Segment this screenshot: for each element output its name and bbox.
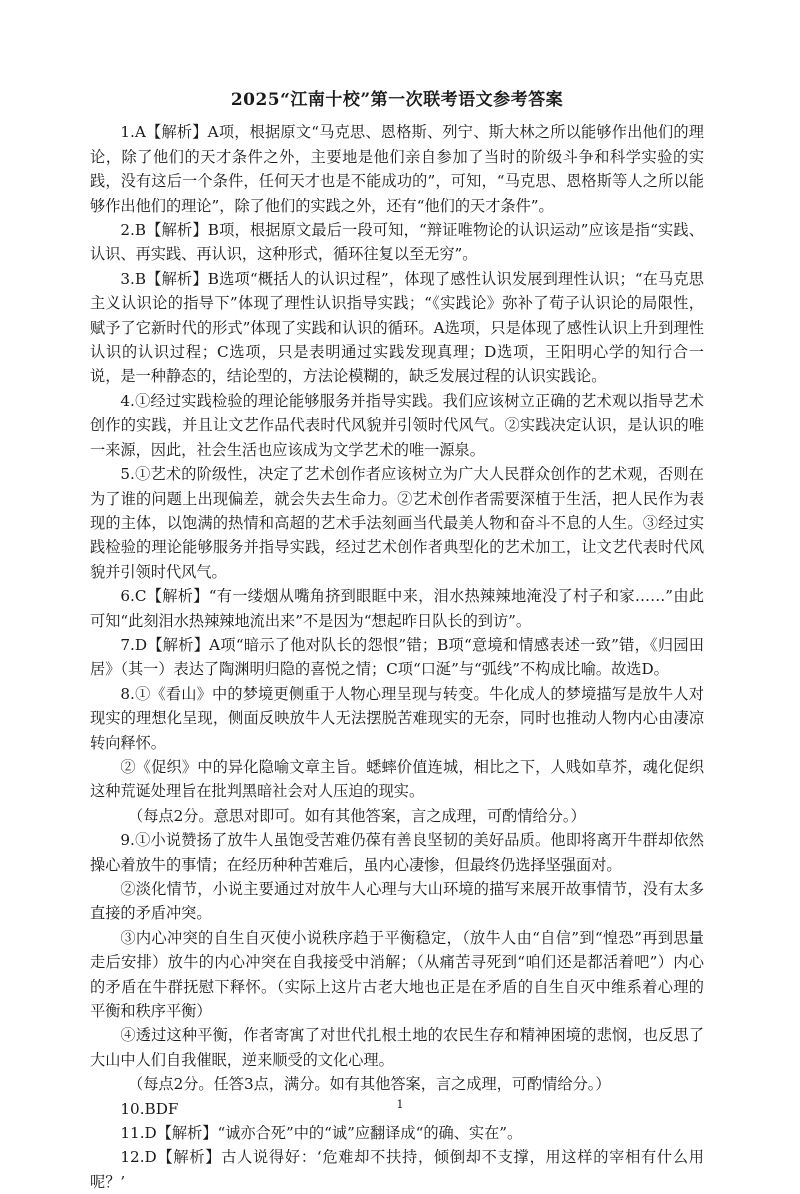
answer-6: 6.C【解析】“有一缕烟从嘴角挤到眼眶中来，泪水热辣辣地淹没了村子和家……”由此可知“此刻泪水热辣辣地流出来”不是因为“想起昨日队长的到访”。 (90, 587, 704, 630)
document-title: 2025“江南十校”第一次联考语文参考答案 (230, 90, 564, 110)
scoring-note-9: （每点2分。任答3点，满分。如有其他答案，言之成理，可酌情给分。） (128, 1075, 611, 1094)
answer-9-point-3: ③内心冲突的自生自灭使小说秩序趋于平衡稳定，（放牛人由“自信”到“惶恐”再到思量走后安排）放牛的内心冲突在自我接受中消解；（从痛苦寻死到“咱们还是都活着吧”）内心的矛盾在牛群抚慰下释怀。（实际上这片古老大地也正是在矛盾的自生自灭中维系着心理的平衡和秩序平衡） (90, 928, 704, 1021)
answer-3: 3.B【解析】B选项“概括人的认识过程”，体现了感性认识发展到理性认识；“在马克思主义认识论的指导下”体现了理性认识指导实践；“《实践论》弥补了荀子认识论的局限性，赋予了它新时代的形式”体现了实践和认识的循环。A选项，只是体现了感性认识上升到理性认识的认识过程；C选项，只是表明通过实践发现真理；D选项，王阳明心学的知行合一说，是一种静态的，结论型的，方法论模糊的，缺乏发展过程的认识实践论。 (90, 269, 704, 386)
answer-7: 7.D【解析】A项“暗示了他对队长的怨恨”错；B项“意境和情感表述一致”错，《归园田居》（其一）表达了陶渊明归隐的喜悦之情；C项“口涎”与“弧线”不构成比喻。故选D。 (90, 635, 704, 679)
scoring-note-8: （每点2分。意思对即可。如有其他答案，言之成理，可酌情给分。） (128, 806, 586, 825)
answer-11: 11.D【解析】“诚亦合死”中的“诚”应翻译成“的确、实在”。 (120, 1124, 523, 1143)
answer-9-point-2: ②淡化情节，小说主要通过对放牛人心理与大山环境的描写来展开故事情节，没有太多直接的矛盾冲突。 (90, 880, 704, 923)
answer-4: 4.①经过实践检验的理论能够服务并指导实践。我们应该树立正确的艺术观以指导艺术创作的实践，并且让文艺作品代表时代风貌并引领时代风气。②实践决定认识，是认识的唯一来源，因此，社会生活也应该成为文学艺术的唯一源泉。 (90, 391, 704, 459)
answer-1: 1.A【解析】A项，根据原文“马克思、恩格斯、列宁、斯大林之所以能够作出他们的理论，除了他们的天才条件之外，主要地是他们亲自参加了当时的阶级斗争和科学实验的实践，没有这后一个条件，任何天才也是不能成功的”，可知，“马克思、恩格斯等人之所以能够作出他们的理论”，除了他们的实践之外，还有“他们的天才条件”。 (90, 123, 704, 215)
answer-5: 5.①艺术的阶级性，决定了艺术创作者应该树立为广大人民群众创作的艺术观，否则在为了谁的问题上出现偏差，就会失去生命力。②艺术创作者需要深植于生活，把人民作为表现的主体，以饱满的热情和高超的艺术手法刻画当代最美人物和奋斗不息的人生。③经过实践检验的理论能够服务并指导实践，经过艺术创作者典型化的艺术加工，让文艺代表时代风貌并引领时代风气。 (90, 465, 704, 581)
page-number: 1 (396, 1098, 404, 1111)
answer-8-point-1: 8.①《看山》中的梦境更侧重于人物心理呈现与转变。牛化成人的梦境描写是放牛人对现实的理想化呈现，侧面反映放牛人无法摆脱苦难现实的无奈，同时也推动人物内心由凄凉转向释怀。 (90, 684, 704, 752)
answer-8-point-2: ②《促织》中的异化隐喻文章主旨。蟋蟀价值连城，相比之下，人贱如草芥，魂化促织这种荒诞处理旨在批判黑暗社会对人压迫的现实。 (90, 757, 704, 801)
answer-9-point-1: 9.①小说赞扬了放牛人虽饱受苦难仍葆有善良坚韧的美好品质。他即将离开牛群却依然操心着放牛的事情；在经历种种苦难后，虽内心凄惨，但最终仍选择坚强面对。 (90, 831, 704, 874)
answer-10: 10.BDF (120, 1099, 179, 1118)
answer-9-point-4: ④透过这种平衡，作者寄寓了对世代扎根土地的农民生存和精神困境的悲悯，也反思了大山中人们自我催眠，逆来顺受的文化心理。 (90, 1026, 704, 1069)
answer-2: 2.B【解析】B项，根据原文最后一段可知，“辩证唯物论的认识运动”应该是指“实践、认识、再实践、再认识，这种形式，循环往复以至无穷”。 (90, 221, 704, 264)
answer-12: 12.D【解析】古人说得好：‘危难却不扶持，倾倒却不支撑，用这样的宰相有什么用呢？’ (90, 1148, 704, 1191)
